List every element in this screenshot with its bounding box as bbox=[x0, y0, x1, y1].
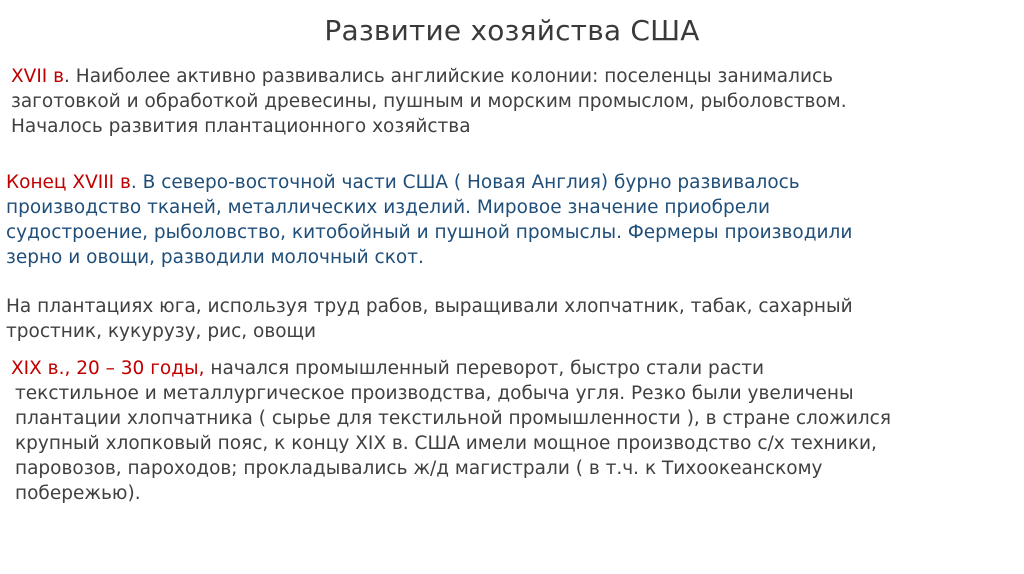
section-text-line: Началось развития плантационного хозяйства bbox=[11, 116, 471, 137]
section-text-line: судостроение, рыболовство, китобойный и пушной промыслы. Фермеры производили bbox=[6, 222, 853, 243]
section-text-line: плантации хлопчатника ( сырье для текстильной промышленности ), в стране сложился bbox=[15, 408, 891, 429]
section-19th-century bbox=[11, 356, 1011, 506]
section-text-line: тростник, кукурузу, рис, овощи bbox=[6, 321, 317, 342]
section-text-line: производство тканей, металлических изделий. Мировое значение приобрели bbox=[6, 197, 770, 218]
slide-title: Развитие хозяйства США bbox=[324, 14, 700, 47]
section-text-line: . Наиболее активно развивались английские колонии: поселенцы занимались bbox=[64, 66, 834, 87]
section-text-line: заготовкой и обработкой древесины, пушным и морским промыслом, рыболовством. bbox=[11, 91, 847, 112]
section-text-line: . В северо-восточной части США ( Новая Англия) бурно развивалось bbox=[130, 172, 800, 193]
section-17th-century bbox=[11, 64, 1011, 139]
section-text-line: зерно и овощи, разводили молочный скот. bbox=[6, 247, 424, 268]
section-southern-plantations bbox=[6, 294, 1016, 344]
section-text-line: На плантациях юга, используя труд рабов, выращивали хлопчатник, табак, сахарный bbox=[6, 296, 853, 317]
section-label: XVII в bbox=[11, 66, 65, 87]
section-late-18th-century bbox=[6, 170, 1016, 270]
section-text-line: крупный хлопковый пояс, к концу XIX в. США имели мощное производство с/х техники, bbox=[15, 433, 877, 454]
section-text-line: текстильное и металлургическое производства, добыча угля. Резко были увеличены bbox=[15, 383, 854, 404]
section-text-line: начался промышленный переворот, быстро стали расти bbox=[204, 358, 765, 379]
section-text-line: побережью). bbox=[15, 483, 141, 504]
section-label: Конец XVIII в bbox=[6, 172, 131, 193]
section-label: XIX в., 20 – 30 годы, bbox=[11, 358, 205, 379]
section-text-line: паровозов, пароходов; прокладывались ж/д магистрали ( в т.ч. к Тихоокеанскому bbox=[15, 458, 823, 479]
